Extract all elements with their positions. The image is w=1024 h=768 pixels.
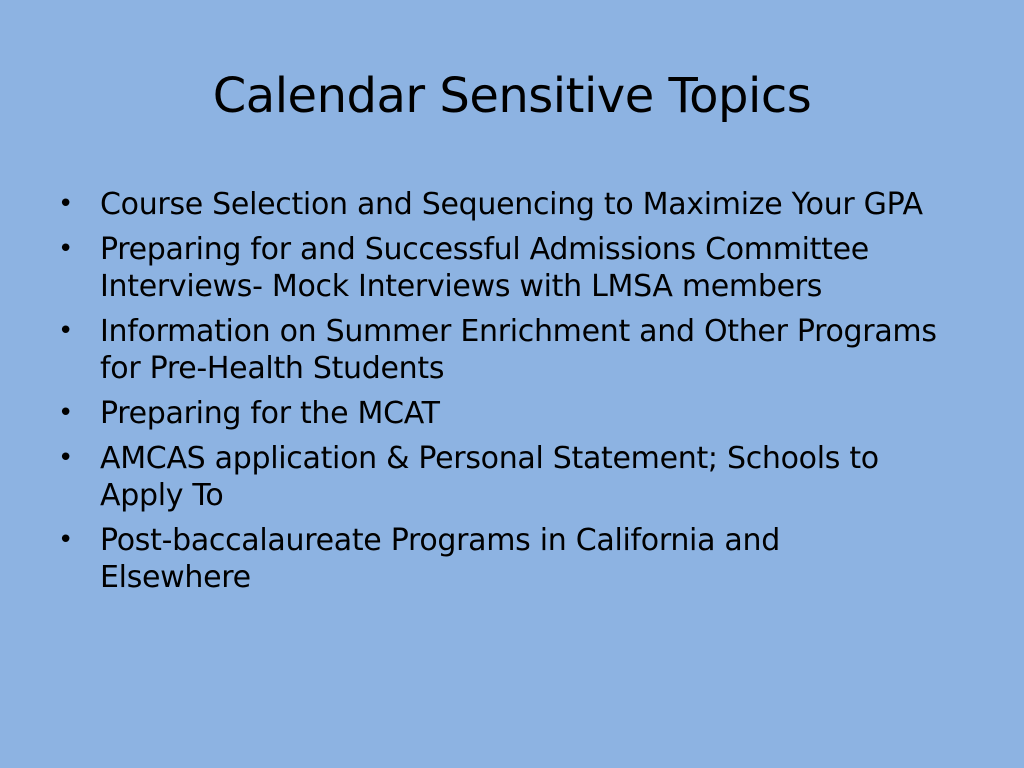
bullet-item (58, 440, 938, 514)
bullet-dot-icon: • (58, 316, 74, 346)
bullet-text: Information on Summer Enrichment and Other Programs for Pre-Health Students (100, 314, 937, 386)
bullet-dot-icon: • (58, 398, 74, 428)
bullet-item (58, 231, 938, 305)
bullet-dot-icon: • (58, 443, 74, 473)
bullet-item (58, 313, 938, 387)
bullet-dot-icon: • (58, 189, 74, 219)
bullet-text: AMCAS application & Personal Statement; Schools to Apply To (100, 441, 879, 513)
bullet-text: Course Selection and Sequencing to Maximize Your GPA (100, 187, 923, 222)
bullet-dot-icon: • (58, 525, 74, 555)
bullet-text: Post-baccalaureate Programs in California and Elsewhere (100, 523, 780, 595)
bullet-text: Preparing for the MCAT (100, 396, 440, 431)
bullet-item (58, 186, 938, 223)
bullet-item (58, 522, 938, 596)
bullet-list (58, 186, 938, 596)
bullet-item (58, 395, 938, 432)
bullet-text: Preparing for and Successful Admissions Committee Interviews- Mock Interviews with LMSA members (100, 232, 869, 304)
slide-title: Calendar Sensitive Topics (212, 68, 812, 124)
bullet-dot-icon: • (58, 234, 74, 264)
